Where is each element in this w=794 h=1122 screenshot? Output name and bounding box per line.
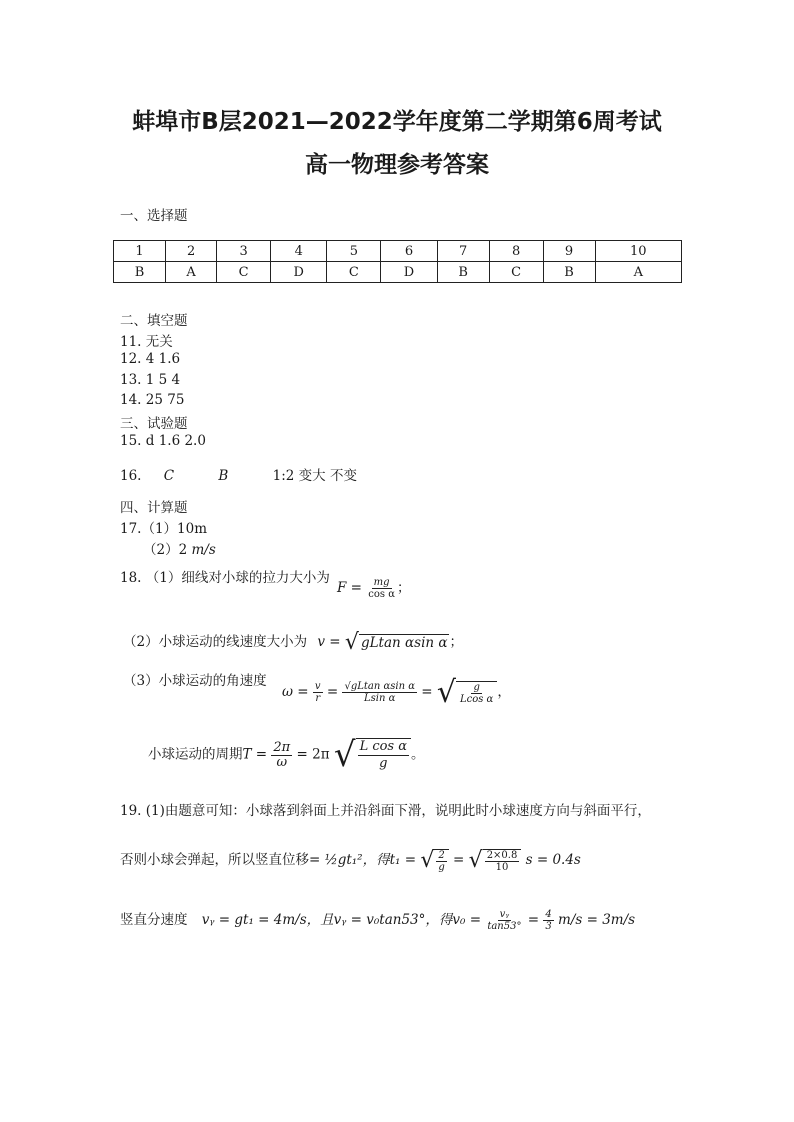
answer-17-2 (143, 538, 216, 558)
sqrt-expression (333, 735, 411, 775)
formula-lhs: F = (337, 580, 367, 596)
radical-sign: √ (436, 674, 456, 710)
table-cell: D (271, 262, 327, 283)
fraction-numerator: mg (373, 577, 390, 588)
answer-19-line3 (120, 908, 635, 932)
table-cell: 2 (166, 241, 217, 262)
table-cell: A (166, 262, 217, 283)
formula-fraction (483, 849, 522, 873)
formula-fraction (485, 909, 523, 932)
section-choice-heading: 一、选择题 (120, 208, 188, 224)
answer-16-rest: 1:2 变大 不变 (272, 468, 357, 484)
fraction-denominator: g (438, 861, 445, 873)
fraction-denominator: tan53° (487, 921, 522, 932)
fraction-denominator: Lcos α (459, 693, 494, 705)
fraction-denominator: 10 (495, 861, 509, 873)
table-cell: 3 (217, 241, 271, 262)
table-cell: B (114, 262, 166, 283)
answer-18-2-text: （2）小球运动的线速度大小为 (123, 634, 308, 650)
document-subtitle: 高一物理参考答案 (305, 152, 489, 178)
fraction-denominator: ω (276, 754, 288, 770)
table-cell: A (595, 262, 681, 283)
fraction-numerator: 2 (438, 849, 445, 861)
section-experiment-heading: 三、试验题 (120, 416, 188, 432)
fraction-numerator: 2×0.8 (486, 849, 518, 861)
radical-sign: √ (420, 847, 435, 873)
answer-19-line2: 否则小球会弹起，所以竖直位移= ½gt₁²，得t₁ = √ $\frac{2}{g}$ = √ $\frac{2\times 0.8}{10}$ s = 0.4s (120, 847, 581, 873)
answer-table (113, 240, 682, 283)
formula-fraction (271, 741, 292, 770)
radicand: gLtan αsin α (360, 635, 448, 651)
answer-16-number: 16. (120, 468, 142, 484)
answer-16-b: B (218, 468, 229, 484)
fraction-numerator: 4 (545, 909, 552, 920)
formula-fraction (342, 681, 416, 704)
answer-11: 11. 无关 (120, 334, 173, 350)
formula-lhs: ω = (282, 684, 313, 700)
formula-result: m/s = 3m/s (558, 912, 636, 928)
fraction-denominator: g (379, 756, 388, 771)
answer-table-number-row (114, 241, 682, 262)
formula-part: = ½gt₁²，得t₁ = (309, 852, 421, 868)
table-cell: 8 (489, 241, 543, 262)
table-cell: 7 (437, 241, 489, 262)
table-cell: 5 (327, 241, 381, 262)
fraction-numerator: √gLtan αsin α (344, 681, 415, 692)
fraction-numerator: vᵧ (499, 909, 510, 920)
fraction-numerator: 2π (273, 739, 291, 755)
radical-sign: √ (468, 847, 483, 873)
answer-17-2-value: （2）2 (143, 542, 192, 558)
table-cell: D (381, 262, 437, 283)
formula-end: ； (449, 634, 463, 650)
document-title: 蚌埠市B层2021—2022学年度第二学期第6周考试 (132, 109, 662, 135)
table-cell: 6 (381, 241, 437, 262)
answer-table-answer-row (114, 262, 682, 283)
section-calc-heading: 四、计算题 (120, 500, 188, 516)
formula-end: ； (396, 580, 411, 596)
formula-end: 。 (411, 746, 425, 763)
fraction-denominator: 3 (545, 921, 552, 932)
table-cell: 1 (114, 241, 166, 262)
answer-18-2 (123, 630, 463, 654)
formula-mid: = 2π (292, 746, 330, 763)
fraction-denominator: Lsin α (364, 693, 396, 704)
formula-fraction (313, 681, 323, 704)
formula-lhs: T = (242, 746, 272, 763)
answer-18-1-formula (337, 576, 410, 600)
answer-18-3-text: （3）小球运动的角速度 (123, 673, 267, 689)
table-cell: C (217, 262, 271, 283)
answer-12: 12. 4 1.6 (120, 351, 181, 367)
period-text: 小球运动的周期 (148, 746, 243, 763)
fraction-numerator: v (314, 681, 321, 692)
fraction-numerator: g (473, 681, 480, 693)
formula-part: vᵧ = gt₁ = 4m/s，且vᵧ = v₀tan53°，得v₀ = (201, 912, 486, 928)
fraction-numerator: L cos α (359, 739, 408, 754)
answer-14: 14. 25 75 (120, 392, 185, 408)
sqrt-expression (469, 849, 522, 873)
formula-result: s = 0.4s (525, 852, 581, 868)
radicand: gLtan αsin α (350, 681, 415, 692)
formula-fraction (356, 738, 411, 772)
formula-fraction (434, 849, 448, 873)
table-cell: C (327, 262, 381, 283)
table-cell: 9 (543, 241, 595, 262)
answer-17-2-unit: m/s (191, 542, 216, 558)
answer-16 (120, 464, 357, 484)
fraction-denominator: r (315, 693, 321, 704)
answer-15: 15. d 1.6 2.0 (120, 433, 206, 449)
section-fill-heading: 二、填空题 (120, 313, 188, 329)
table-cell: B (543, 262, 595, 283)
radical-sign: √ (344, 629, 359, 655)
answer-19-line3-text: 竖直分速度 (120, 912, 188, 928)
answer-13: 13. 1 5 4 (120, 372, 181, 388)
table-cell: C (489, 262, 543, 283)
answer-18-3-formula: ω = $\frac{v}{r}$ = $\frac{\text{√gLtan αsin α}}{\text{Lsin α}}$ = √ $\frac{g}{\text{Lcos α}}$ ， (282, 674, 511, 710)
sqrt-expression (436, 674, 497, 710)
answer-16-a: C (163, 468, 175, 484)
formula-part: = (527, 912, 544, 928)
formula-end: ， (497, 684, 511, 700)
answer-19-line1: 19. (1)由题意可知：小球落到斜面上并沿斜面下滑，说明此时小球速度方向与斜面平行， (120, 803, 651, 819)
formula-fraction (543, 909, 553, 932)
fraction-denominator: cos α (368, 589, 395, 600)
sqrt-expression (344, 629, 450, 655)
radical-sign: √ (333, 735, 356, 775)
answer-18-1-text: 18. （1）细线对小球的拉力大小为 (120, 570, 330, 586)
formula-fraction (456, 681, 497, 705)
answer-18-period (148, 735, 425, 775)
table-cell: 10 (595, 241, 681, 262)
formula-lhs: v = (317, 634, 345, 650)
answer-19-line2-text: 否则小球会弹起，所以竖直位移 (120, 852, 309, 868)
table-cell: B (437, 262, 489, 283)
formula-fraction (366, 577, 397, 600)
answer-17-1: 17.（1）10m (120, 521, 208, 537)
table-cell: 4 (271, 241, 327, 262)
sqrt-expression (420, 849, 448, 873)
